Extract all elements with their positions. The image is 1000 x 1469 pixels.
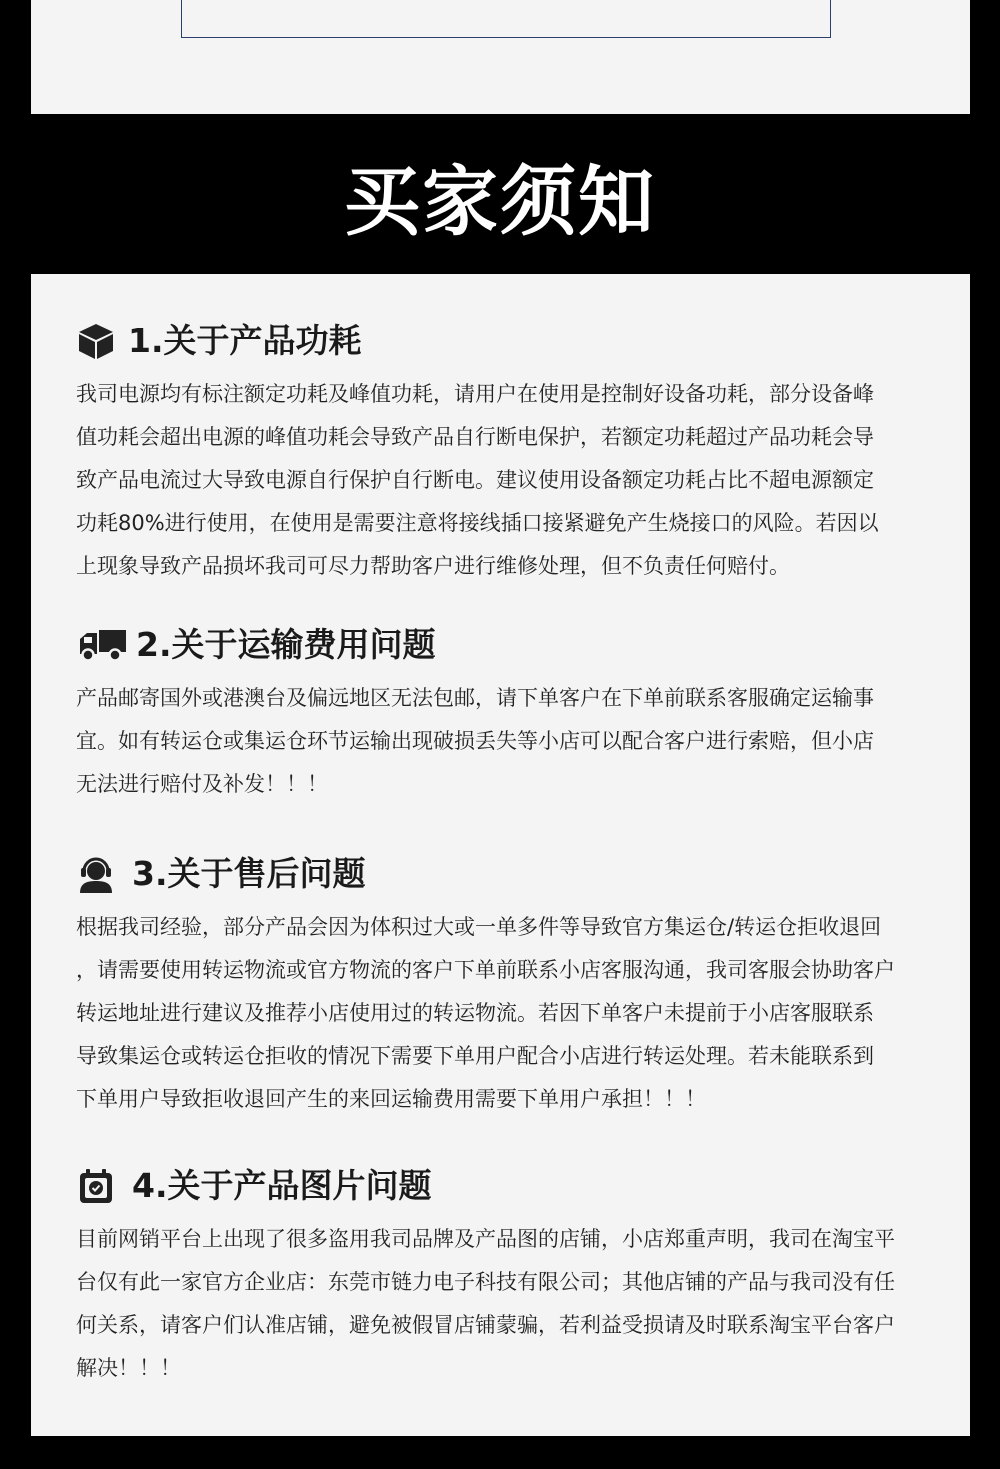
section-body: [76, 677, 946, 806]
note-box: [181, 0, 831, 38]
box-icon: [76, 321, 116, 361]
body-line: 上现象导致产品损坏我司可尽力帮助客户进行维修处理，但不负责任何赔付。: [76, 554, 790, 578]
section-header: [76, 1164, 432, 1208]
body-line: 下单用户导致拒收退回产生的来回运输费用需要下单用户承担！！！: [76, 1087, 706, 1111]
section-body: [76, 1218, 946, 1390]
truck-icon: [76, 625, 128, 665]
section-title: 3.关于售后问题: [132, 854, 366, 893]
banner-title: 买家须知: [344, 157, 656, 246]
section-title: 1.关于产品功耗: [128, 321, 362, 360]
body-line: 致产品电流过大导致电源自行保护自行断电。建议使用设备额定功耗占比不超电源额定: [76, 468, 874, 492]
section-header: [76, 623, 436, 667]
section-header: [76, 852, 366, 896]
body-line: 转运地址进行建议及推荐小店使用过的转运物流。若因下单客户未提前于小店客服联系: [76, 1001, 874, 1025]
body-line: 解决！！！: [76, 1356, 181, 1380]
body-line: 何关系，请客户们认准店铺，避免被假冒店铺蒙骗，若利益受损请及时联系淘宝平台客户: [76, 1313, 895, 1337]
top-panel: [31, 0, 970, 114]
body-line: 无法进行赔付及补发！！！: [76, 772, 328, 796]
body-line: 功耗80%进行使用，在使用是需要注意将接线插口接紧避免产生烧接口的风险。若因以: [76, 511, 879, 535]
section-body: [76, 373, 946, 588]
body-line: 导致集运仓或转运仓拒收的情况下需要下单用户配合小店进行转运处理。若未能联系到: [76, 1044, 874, 1068]
section-header: [76, 319, 362, 363]
customer-service-icon: [76, 854, 116, 894]
section-title: 4.关于产品图片问题: [132, 1166, 432, 1205]
body-line: 我司电源均有标注额定功耗及峰值功耗，请用户在使用是控制好设备功耗，部分设备峰: [76, 382, 874, 406]
body-line: 目前网销平台上出现了很多盗用我司品牌及产品图的店铺，小店郑重声明，我司在淘宝平: [76, 1227, 895, 1251]
body-line: 产品邮寄国外或港澳台及偏远地区无法包邮，请下单客户在下单前联系客服确定运输事: [76, 686, 874, 710]
body-line: 宜。如有转运仓或集运仓环节运输出现破损丢失等小店可以配合客户进行索赔，但小店: [76, 729, 874, 753]
body-line: 台仅有此一家官方企业店：东莞市链力电子科技有限公司；其他店铺的产品与我司没有任: [76, 1270, 895, 1294]
body-line: 值功耗会超出电源的峰值功耗会导致产品自行断电保护，若额定功耗超过产品功耗会导: [76, 425, 874, 449]
section-body: [76, 906, 946, 1121]
clipboard-check-icon: [76, 1166, 116, 1206]
notice-panel: [31, 274, 970, 1436]
body-line: ，请需要使用转运物流或官方物流的客户下单前联系小店客服沟通，我司客服会协助客户: [76, 958, 895, 982]
section-title: 2.关于运输费用问题: [136, 625, 436, 664]
body-line: 根据我司经验，部分产品会因为体积过大或一单多件等导致官方集运仓/转运仓拒收退回: [76, 915, 882, 939]
